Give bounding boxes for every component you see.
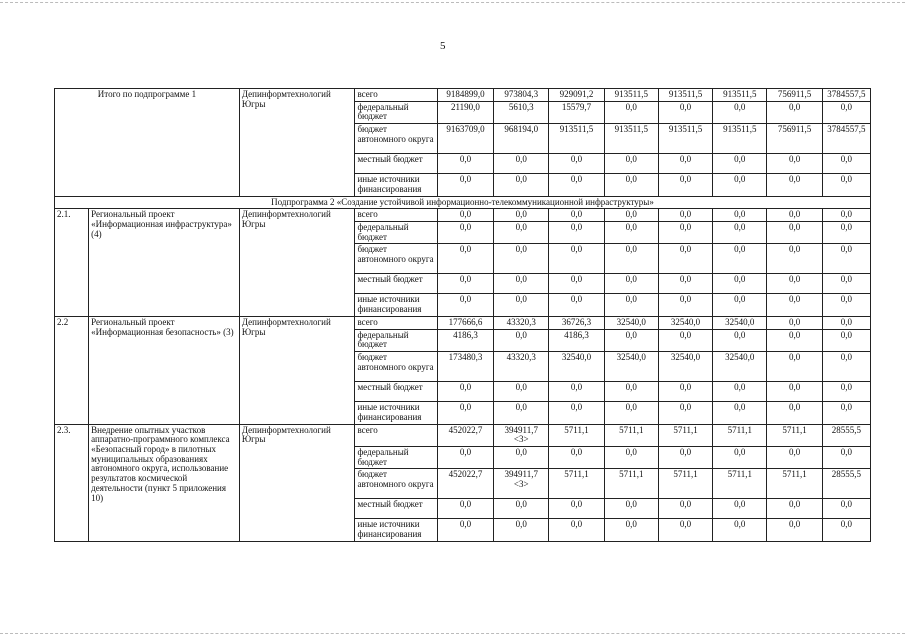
- amount-cell: 0,0: [494, 499, 549, 519]
- amount-cell: 0,0: [437, 209, 493, 222]
- amount-cell: 5711,1: [549, 424, 604, 446]
- amount-cell: 0,0: [437, 402, 493, 424]
- amount-cell: 0,0: [767, 402, 822, 424]
- amount-cell: 0,0: [822, 316, 870, 329]
- amount-cell: 0,0: [822, 222, 870, 244]
- amount-cell: 5610,3: [494, 101, 549, 123]
- amount-cell: 913511,5: [658, 124, 712, 154]
- table-row: [55, 424, 871, 446]
- amount-cell: 9163709,0: [437, 124, 493, 154]
- amount-cell: 0,0: [822, 101, 870, 123]
- amount-cell: 43320,3: [494, 352, 549, 382]
- amount-cell: 0,0: [604, 382, 658, 402]
- amount-cell: 3784557,5: [822, 124, 870, 154]
- table-row: [55, 209, 871, 222]
- amount-cell: 0,0: [549, 222, 604, 244]
- amount-cell: 0,0: [713, 222, 767, 244]
- amount-cell: 0,0: [767, 101, 822, 123]
- amount-cell: 0,0: [604, 499, 658, 519]
- amount-cell: 0,0: [658, 402, 712, 424]
- responsible-executor: Депинформтехнологий Югры: [239, 424, 355, 541]
- funding-source: федеральный бюджет: [355, 222, 437, 244]
- amount-cell: 0,0: [437, 274, 493, 294]
- funding-source: бюджет автономного округа: [355, 124, 437, 154]
- amount-cell: 0,0: [549, 174, 604, 196]
- amount-cell: 0,0: [713, 402, 767, 424]
- amount-cell: 0,0: [549, 244, 604, 274]
- funding-source: бюджет автономного округа: [355, 469, 437, 499]
- funding-source: федеральный бюджет: [355, 101, 437, 123]
- total-label: Итого по подпрограмме 1: [55, 89, 240, 197]
- amount-cell: 0,0: [604, 274, 658, 294]
- funding-source: местный бюджет: [355, 154, 437, 174]
- amount-cell: 0,0: [713, 382, 767, 402]
- amount-cell: 3784557,5: [822, 89, 870, 102]
- amount-cell: 394911,7 <3>: [494, 469, 549, 499]
- amount-cell: 21190,0: [437, 101, 493, 123]
- amount-cell: 173480,3: [437, 352, 493, 382]
- funding-source: местный бюджет: [355, 382, 437, 402]
- amount-cell: 0,0: [822, 329, 870, 351]
- amount-cell: 5711,1: [604, 469, 658, 499]
- responsible-executor: Депинформтехнологий Югры: [239, 89, 355, 197]
- amount-cell: 0,0: [767, 329, 822, 351]
- amount-cell: 0,0: [437, 174, 493, 196]
- funding-source: местный бюджет: [355, 274, 437, 294]
- budget-table-body: [55, 89, 871, 542]
- amount-cell: 0,0: [549, 382, 604, 402]
- amount-cell: 0,0: [604, 294, 658, 316]
- amount-cell: 32540,0: [549, 352, 604, 382]
- item-number: 2.2: [55, 316, 89, 424]
- amount-cell: 0,0: [767, 382, 822, 402]
- amount-cell: 0,0: [713, 519, 767, 541]
- page-number: 5: [440, 40, 446, 52]
- amount-cell: 0,0: [604, 209, 658, 222]
- amount-cell: 973804,3: [494, 89, 549, 102]
- amount-cell: 32540,0: [658, 316, 712, 329]
- amount-cell: 0,0: [494, 329, 549, 351]
- amount-cell: 0,0: [658, 499, 712, 519]
- funding-source: местный бюджет: [355, 499, 437, 519]
- item-name: Региональный проект «Информационная безопасность» (3): [89, 316, 240, 424]
- amount-cell: 913511,5: [658, 89, 712, 102]
- amount-cell: 0,0: [549, 446, 604, 468]
- amount-cell: 0,0: [437, 519, 493, 541]
- amount-cell: 5711,1: [658, 424, 712, 446]
- amount-cell: 913511,5: [604, 124, 658, 154]
- amount-cell: 32540,0: [658, 352, 712, 382]
- amount-cell: 0,0: [437, 382, 493, 402]
- funding-source: всего: [355, 424, 437, 446]
- amount-cell: 177666,6: [437, 316, 493, 329]
- responsible-executor: Депинформтехнологий Югры: [239, 316, 355, 424]
- amount-cell: 0,0: [767, 244, 822, 274]
- amount-cell: 0,0: [494, 402, 549, 424]
- amount-cell: 0,0: [767, 352, 822, 382]
- amount-cell: 0,0: [822, 382, 870, 402]
- amount-cell: 32540,0: [604, 316, 658, 329]
- amount-cell: 0,0: [713, 209, 767, 222]
- responsible-executor: Депинформтехнологий Югры: [239, 209, 355, 317]
- amount-cell: 0,0: [658, 294, 712, 316]
- amount-cell: 0,0: [822, 209, 870, 222]
- funding-source: всего: [355, 316, 437, 329]
- funding-source: федеральный бюджет: [355, 446, 437, 468]
- funding-source: всего: [355, 209, 437, 222]
- amount-cell: 0,0: [604, 402, 658, 424]
- amount-cell: 5711,1: [767, 424, 822, 446]
- table-row: [55, 316, 871, 329]
- amount-cell: 0,0: [767, 209, 822, 222]
- amount-cell: 0,0: [822, 174, 870, 196]
- amount-cell: 0,0: [494, 174, 549, 196]
- amount-cell: 0,0: [767, 499, 822, 519]
- amount-cell: 0,0: [437, 222, 493, 244]
- amount-cell: 0,0: [549, 274, 604, 294]
- scan-edge-top: [0, 2, 905, 3]
- amount-cell: 0,0: [767, 174, 822, 196]
- amount-cell: 0,0: [549, 499, 604, 519]
- amount-cell: 0,0: [494, 519, 549, 541]
- amount-cell: 28555,5: [822, 424, 870, 446]
- amount-cell: 0,0: [658, 274, 712, 294]
- amount-cell: 32540,0: [713, 316, 767, 329]
- amount-cell: 4186,3: [549, 329, 604, 351]
- amount-cell: 913511,5: [549, 124, 604, 154]
- scan-edge-bottom: [0, 633, 905, 634]
- amount-cell: 0,0: [713, 499, 767, 519]
- amount-cell: 0,0: [658, 222, 712, 244]
- amount-cell: 0,0: [437, 244, 493, 274]
- amount-cell: 0,0: [494, 294, 549, 316]
- amount-cell: 0,0: [658, 174, 712, 196]
- amount-cell: 394911,7 <3>: [494, 424, 549, 446]
- amount-cell: 0,0: [713, 174, 767, 196]
- amount-cell: 0,0: [822, 446, 870, 468]
- section-title: Подпрограмма 2 «Создание устойчивой информационно-телекоммуникационной инфраструктуры»: [55, 196, 871, 209]
- amount-cell: 0,0: [604, 101, 658, 123]
- amount-cell: 0,0: [604, 519, 658, 541]
- table-row: [55, 89, 871, 102]
- amount-cell: 0,0: [767, 154, 822, 174]
- amount-cell: 0,0: [822, 294, 870, 316]
- amount-cell: 9184899,0: [437, 89, 493, 102]
- amount-cell: 5711,1: [767, 469, 822, 499]
- amount-cell: 0,0: [767, 294, 822, 316]
- item-number: 2.1.: [55, 209, 89, 317]
- amount-cell: 43320,3: [494, 316, 549, 329]
- funding-source: иные источники финансирования: [355, 402, 437, 424]
- amount-cell: 0,0: [658, 382, 712, 402]
- amount-cell: 36726,3: [549, 316, 604, 329]
- amount-cell: 0,0: [437, 499, 493, 519]
- amount-cell: 0,0: [767, 274, 822, 294]
- amount-cell: 0,0: [494, 244, 549, 274]
- amount-cell: 0,0: [549, 402, 604, 424]
- amount-cell: 756911,5: [767, 124, 822, 154]
- amount-cell: 0,0: [437, 154, 493, 174]
- amount-cell: 32540,0: [713, 352, 767, 382]
- amount-cell: 0,0: [658, 154, 712, 174]
- amount-cell: 0,0: [549, 294, 604, 316]
- funding-source: федеральный бюджет: [355, 329, 437, 351]
- section-row: [55, 196, 871, 209]
- amount-cell: 0,0: [767, 519, 822, 541]
- amount-cell: 32540,0: [604, 352, 658, 382]
- funding-source: бюджет автономного округа: [355, 244, 437, 274]
- amount-cell: 0,0: [713, 446, 767, 468]
- funding-source: бюджет автономного округа: [355, 352, 437, 382]
- amount-cell: 0,0: [822, 244, 870, 274]
- amount-cell: 913511,5: [713, 124, 767, 154]
- amount-cell: 0,0: [767, 222, 822, 244]
- amount-cell: 4186,3: [437, 329, 493, 351]
- amount-cell: 0,0: [658, 519, 712, 541]
- funding-source: иные источники финансирования: [355, 294, 437, 316]
- item-name: Внедрение опытных участков аппаратно-программного комплекса «Безопасный город» в пилотных муниципальных образованиях автономного округа, использование результатов космической деятельности (пункт 5 приложения 10): [89, 424, 240, 541]
- amount-cell: 0,0: [604, 329, 658, 351]
- amount-cell: 0,0: [822, 499, 870, 519]
- amount-cell: 0,0: [822, 519, 870, 541]
- amount-cell: 0,0: [713, 329, 767, 351]
- amount-cell: 0,0: [658, 209, 712, 222]
- amount-cell: 0,0: [604, 154, 658, 174]
- amount-cell: 0,0: [549, 209, 604, 222]
- budget-table: [54, 88, 871, 542]
- amount-cell: 5711,1: [713, 424, 767, 446]
- amount-cell: 929091,2: [549, 89, 604, 102]
- amount-cell: 0,0: [604, 244, 658, 274]
- amount-cell: 0,0: [494, 209, 549, 222]
- amount-cell: 0,0: [822, 402, 870, 424]
- amount-cell: 0,0: [494, 154, 549, 174]
- amount-cell: 0,0: [658, 101, 712, 123]
- amount-cell: 0,0: [494, 222, 549, 244]
- amount-cell: 5711,1: [658, 469, 712, 499]
- amount-cell: 0,0: [713, 101, 767, 123]
- amount-cell: 28555,5: [822, 469, 870, 499]
- funding-source: всего: [355, 89, 437, 102]
- amount-cell: 0,0: [713, 274, 767, 294]
- amount-cell: 913511,5: [713, 89, 767, 102]
- amount-cell: 0,0: [713, 294, 767, 316]
- amount-cell: 913511,5: [604, 89, 658, 102]
- amount-cell: 0,0: [604, 222, 658, 244]
- amount-cell: 0,0: [658, 329, 712, 351]
- amount-cell: 0,0: [604, 174, 658, 196]
- amount-cell: 0,0: [822, 154, 870, 174]
- amount-cell: 756911,5: [767, 89, 822, 102]
- amount-cell: 5711,1: [549, 469, 604, 499]
- amount-cell: 0,0: [658, 446, 712, 468]
- amount-cell: 0,0: [767, 446, 822, 468]
- amount-cell: 0,0: [549, 519, 604, 541]
- amount-cell: 452022,7: [437, 469, 493, 499]
- amount-cell: 0,0: [658, 244, 712, 274]
- amount-cell: 15579,7: [549, 101, 604, 123]
- amount-cell: 452022,7: [437, 424, 493, 446]
- item-number: 2.3.: [55, 424, 89, 541]
- amount-cell: 0,0: [494, 274, 549, 294]
- amount-cell: 0,0: [604, 446, 658, 468]
- amount-cell: 0,0: [549, 154, 604, 174]
- amount-cell: 968194,0: [494, 124, 549, 154]
- amount-cell: 5711,1: [713, 469, 767, 499]
- amount-cell: 0,0: [822, 352, 870, 382]
- amount-cell: 0,0: [767, 316, 822, 329]
- amount-cell: 0,0: [494, 382, 549, 402]
- amount-cell: 0,0: [822, 274, 870, 294]
- item-name: Региональный проект «Информационная инфраструктура» (4): [89, 209, 240, 317]
- funding-source: иные источники финансирования: [355, 519, 437, 541]
- amount-cell: 0,0: [494, 446, 549, 468]
- amount-cell: 0,0: [437, 294, 493, 316]
- amount-cell: 5711,1: [604, 424, 658, 446]
- amount-cell: 0,0: [713, 154, 767, 174]
- amount-cell: 0,0: [437, 446, 493, 468]
- funding-source: иные источники финансирования: [355, 174, 437, 196]
- amount-cell: 0,0: [713, 244, 767, 274]
